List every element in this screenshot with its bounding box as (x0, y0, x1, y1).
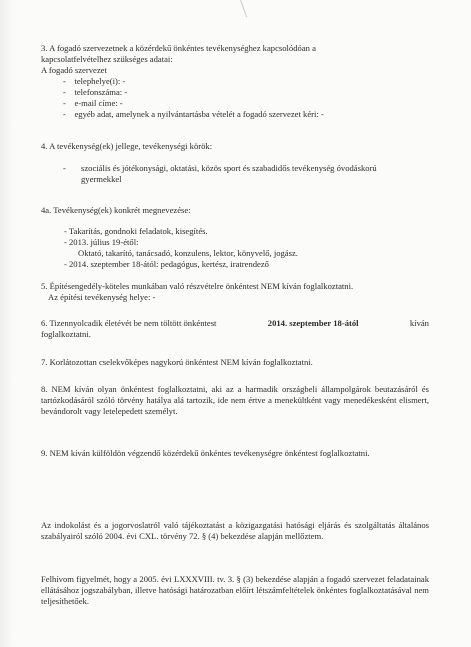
section-4-heading: 4. A tevékenység(ek) jellege, tevékenységi körök: (41, 141, 213, 151)
section-3-line-2: kapcsolatfelvételhez szükséges adatai: (41, 54, 173, 64)
section-6-line-2: foglalkoztatni. (41, 329, 91, 339)
section-6-line-1 (41, 318, 429, 329)
section-3-line-3: A fogadó szervezet (41, 65, 107, 75)
section-6-text-pre: 6. Tizennyolcadik életévét be nem töltött önkéntest (41, 318, 217, 328)
section-3-line-1: 3. A fogadó szervezetnek a közérdekű önkéntes tevékenységhez kapcsolódóan a (41, 43, 316, 53)
legal-notice-paragraph-2: Felhívom figyelmét, hogy a 2005. évi LXXXVIII. tv. 3. § (3) bekezdése alapján a fogadó szervezet feladatainak ellátásához jogszabályban, illetve hatósági határozatban előírt létszámfeltételek önkéntes foglalkoztatásával nem teljesíthetőek. (41, 574, 429, 606)
section-4-line-1: szociális és jótékonysági, oktatási, közös sport és szabadidős tevékenység óvodáskorú (81, 163, 377, 173)
section-3-item-3: - e-mail címe: - (63, 98, 123, 108)
section-8: 8. NEM kíván olyan önkéntest foglalkoztatni, aki az a harmadik országbeli állampolgárok beutazásáról és tartózkodásáról szóló törvény hatálya alá tartozik, ide nem értve a menekültként vagy menedékesként elismert, bevándorolt vagy letelepedett személyt. (41, 384, 429, 416)
paper-fold-mark (240, 0, 247, 17)
section-9: 9. NEM kíván külföldön végzendő közérdekű önkéntes tevékenységre önkéntest foglalkoztatni. (41, 448, 370, 458)
section-7: 7. Korlátozottan cselekvőképes nagykorú önkéntest NEM kíván foglalkoztatni. (41, 357, 313, 367)
legal-notice-paragraph-1: Az indokolást és a jogorvoslatról való tájékoztatást a közigazgatási hatósági eljárás és szolgáltatás általános szabályairól szóló 2004. évi CXL. törvény 72. § (4) bekezdése alapján mellőztem. (41, 520, 429, 541)
section-6-date: 2014. szeptember 18-ától (267, 318, 359, 328)
section-5-line-2: Az építési tevékenység helye: - (48, 292, 156, 302)
section-4a-line-1: - Takarítás, gondnoki feladatok, kisegítés. (64, 226, 208, 236)
section-3-item-1: - telephelye(i): - (63, 76, 126, 86)
section-4-line-2: gyermekkel (81, 174, 122, 184)
section-3-item-2: - telefonszáma: - (63, 87, 128, 97)
section-4a-line-3: Oktató, takarító, tanácsadó, konzulens, lektor, könyvelő, jogász. (78, 248, 298, 258)
section-3-item-4: - egyéb adat, amelynek a nyilvántartásba vételét a fogadó szervezet kéri: - (63, 109, 324, 119)
section-5-line-1: 5. Építésengedély-köteles munkában való részvételre önkéntest NEM kíván foglalkoztatni. (41, 281, 354, 291)
section-4-bullet: - (63, 163, 66, 173)
section-4a-heading: 4a. Tevékenység(ek) konkrét megnevezése: (41, 205, 191, 215)
section-4a-line-2: - 2013. július 19-étől: (64, 237, 139, 247)
section-6-text-post: kíván (409, 318, 429, 328)
section-4a-line-4: - 2014. szeptember 18-ától: pedagógus, kertész, iratrendező (64, 259, 269, 269)
